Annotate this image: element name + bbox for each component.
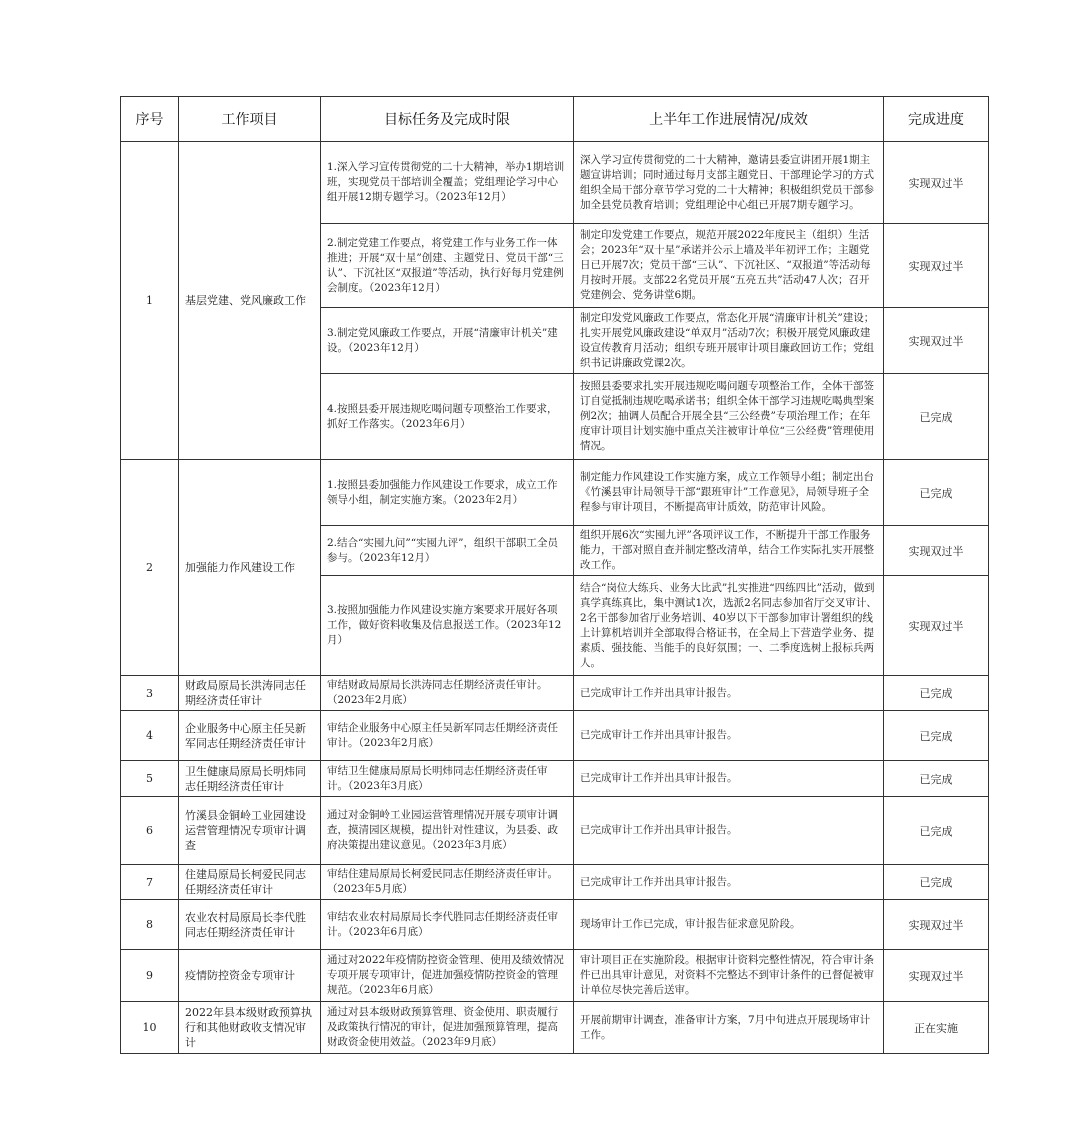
progress-cell: 已完成审计工作并出具审计报告。 bbox=[574, 676, 884, 711]
row-number: 5 bbox=[121, 761, 179, 797]
progress-cell: 已完成审计工作并出具审计报告。 bbox=[574, 711, 884, 761]
status-cell: 已完成 bbox=[884, 797, 989, 865]
status-cell: 实现双过半 bbox=[884, 308, 989, 374]
status-cell: 已完成 bbox=[884, 865, 989, 900]
target-cell: 通过对2022年疫情防控资金管理、使用及绩效情况专项开展专项审计，促进加强疫情防控资金的管理规范。（2023年6月底） bbox=[321, 950, 574, 1002]
row-number: 10 bbox=[121, 1002, 179, 1054]
work-item: 竹溪县金铜岭工业园建设运营管理情况专项审计调查 bbox=[179, 797, 321, 865]
status-cell: 实现双过半 bbox=[884, 142, 989, 224]
row-number: 1 bbox=[121, 142, 179, 460]
work-item: 农业农村局原局长李代胜同志任期经济责任审计 bbox=[179, 900, 321, 950]
work-item: 基层党建、党风廉政工作 bbox=[179, 142, 321, 460]
status-cell: 已完成 bbox=[884, 676, 989, 711]
status-cell: 实现双过半 bbox=[884, 950, 989, 1002]
target-cell: 通过对县本级财政预算管理、资金使用、职责履行及政策执行情况的审计，促进加强预算管理，提高财政资金使用效益。（2023年9月底） bbox=[321, 1002, 574, 1054]
progress-cell: 制定印发党建工作要点，规范开展2022年度民主（组织）生活会；2023年“双十星”承诺并公示上墙及半年初评工作；主题党日已开展7次；党员干部“三认”、下沉社区、“双报道”等活动每月按时开展。支部22名党员开展“五亮五共”活动47人次；召开党建例会、党务讲堂6期。 bbox=[574, 224, 884, 308]
work-item: 住建局原局长柯爱民同志任期经济责任审计 bbox=[179, 865, 321, 900]
work-item: 加强能力作风建设工作 bbox=[179, 460, 321, 676]
table-row bbox=[121, 950, 989, 1002]
target-cell: 1.按照县委加强能力作风建设工作要求，成立工作领导小组，制定实施方案。（2023年2月） bbox=[321, 460, 574, 526]
progress-cell: 开展前期审计调查，准备审计方案，7月中旬进点开展现场审计工作。 bbox=[574, 1002, 884, 1054]
target-cell: 2.结合“实囤九问”“实囤九评”，组织干部职工全员参与。（2023年12月） bbox=[321, 526, 574, 576]
progress-cell: 结合“岗位大练兵、业务大比武”扎实推进“四练四比”活动，做到真学真练真比，集中测试1次，选派2名同志参加省厅交叉审计、2名干部参加省厅业务培训、40岁以下干部参加审计署组织的线上计算机培训并全部取得合格证书，在全局上下营造学业务、提素质、强技能、当能手的良好氛围；一、二季度选树上报标兵两人。 bbox=[574, 576, 884, 676]
table-row bbox=[121, 142, 989, 224]
progress-cell: 制定能力作风建设工作实施方案，成立工作领导小组；制定出台《竹溪县审计局领导干部“跟班审计”工作意见》，局领导班子全程参与审计项目，不断提高审计质效，防范审计风险。 bbox=[574, 460, 884, 526]
row-number: 4 bbox=[121, 711, 179, 761]
target-cell: 3.制定党风廉政工作要点，开展“清廉审计机关”建设。（2023年12月） bbox=[321, 308, 574, 374]
target-cell: 审结企业服务中心原主任吴新军同志任期经济责任审计。（2023年2月底） bbox=[321, 711, 574, 761]
work-item: 财政局原局长洪涛同志任期经济责任审计 bbox=[179, 676, 321, 711]
progress-cell: 制定印发党风廉政工作要点，常态化开展“清廉审计机关”建设；扎实开展党风廉政建设“单双月”活动7次；积极开展党风廉政建设宣传教育月活动；组织专班开展审计项目廉政回访工作；党组织书记讲廉政党课2次。 bbox=[574, 308, 884, 374]
header-item: 工作项目 bbox=[179, 97, 321, 142]
target-cell: 审结财政局原局长洪涛同志任期经济责任审计。（2023年2月底） bbox=[321, 676, 574, 711]
target-cell: 4.按照县委开展违规吃喝问题专项整治工作要求，抓好工作落实。（2023年6月） bbox=[321, 374, 574, 460]
header-no: 序号 bbox=[121, 97, 179, 142]
table-header-row bbox=[121, 97, 989, 142]
header-target: 目标任务及完成时限 bbox=[321, 97, 574, 142]
status-cell: 已完成 bbox=[884, 711, 989, 761]
table-row bbox=[121, 761, 989, 797]
status-cell: 已完成 bbox=[884, 374, 989, 460]
progress-cell: 现场审计工作已完成，审计报告征求意见阶段。 bbox=[574, 900, 884, 950]
target-cell: 审结农业农村局原局长李代胜同志任期经济责任审计。（2023年6月底） bbox=[321, 900, 574, 950]
header-progress: 上半年工作进展情况/成效 bbox=[574, 97, 884, 142]
row-number: 8 bbox=[121, 900, 179, 950]
progress-cell: 已完成审计工作并出具审计报告。 bbox=[574, 761, 884, 797]
progress-cell: 已完成审计工作并出具审计报告。 bbox=[574, 797, 884, 865]
target-cell: 1.深入学习宣传贯彻党的二十大精神，举办1期培训班，实现党员干部培训全覆盖；党组理论学习中心组开展12期专题学习。（2023年12月） bbox=[321, 142, 574, 224]
status-cell: 已完成 bbox=[884, 761, 989, 797]
progress-cell: 按照县委要求扎实开展违规吃喝问题专项整治工作，全体干部签订自觉抵制违规吃喝承诺书；组织全体干部学习违规吃喝典型案例2次；抽调人员配合开展全县“三公经费”专项治理工作；在年度审计项目计划实施中重点关注被审计单位“三公经费”管理使用情况。 bbox=[574, 374, 884, 460]
row-number: 6 bbox=[121, 797, 179, 865]
row-number: 2 bbox=[121, 460, 179, 676]
status-cell: 正在实施 bbox=[884, 1002, 989, 1054]
progress-cell: 组织开展6次“实囤九评”各项评议工作，不断提升干部工作服务能力，干部对照自查并制定整改清单，结合工作实际扎实开展整改工作。 bbox=[574, 526, 884, 576]
status-cell: 实现双过半 bbox=[884, 224, 989, 308]
work-item: 卫生健康局原局长明炜同志任期经济责任审计 bbox=[179, 761, 321, 797]
table-row bbox=[121, 1002, 989, 1054]
row-number: 9 bbox=[121, 950, 179, 1002]
work-item: 疫情防控资金专项审计 bbox=[179, 950, 321, 1002]
row-number: 7 bbox=[121, 865, 179, 900]
progress-cell: 审计项目正在实施阶段。根据审计资料完整性情况，符合审计条件已出具审计意见，对资料不完整达不到审计条件的已督促被审计单位尽快完善后送审。 bbox=[574, 950, 884, 1002]
target-cell: 通过对金铜岭工业园运营管理情况开展专项审计调查，摸清园区规模，提出针对性建议，为县委、政府决策提出建议意见。（2023年3月底） bbox=[321, 797, 574, 865]
target-cell: 2.制定党建工作要点，将党建工作与业务工作一体推进；开展“双十星”创建、主题党日、党员干部“三认”、下沉社区“双报道”等活动，执行好每月党建例会制度。（2023年12月） bbox=[321, 224, 574, 308]
work-item: 2022年县本级财政预算执行和其他财政收支情况审计 bbox=[179, 1002, 321, 1054]
status-cell: 实现双过半 bbox=[884, 526, 989, 576]
table-row bbox=[121, 797, 989, 865]
progress-cell: 已完成审计工作并出具审计报告。 bbox=[574, 865, 884, 900]
header-status: 完成进度 bbox=[884, 97, 989, 142]
progress-cell: 深入学习宣传贯彻党的二十大精神，邀请县委宣讲团开展1期主题宣讲培训；同时通过每月支部主题党日、干部理论学习的方式组织全局干部分章节学习党的二十大精神；积极组织党员干部参加全县党员教育培训；党组理论中心组已开展7期专题学习。 bbox=[574, 142, 884, 224]
target-cell: 审结住建局原局长柯爱民同志任期经济责任审计。（2023年5月底） bbox=[321, 865, 574, 900]
table-row bbox=[121, 676, 989, 711]
target-cell: 审结卫生健康局原局长明炜同志任期经济责任审计。（2023年3月底） bbox=[321, 761, 574, 797]
work-item: 企业服务中心原主任吴新军同志任期经济责任审计 bbox=[179, 711, 321, 761]
table-row bbox=[121, 460, 989, 526]
row-number: 3 bbox=[121, 676, 179, 711]
status-cell: 实现双过半 bbox=[884, 900, 989, 950]
table-row bbox=[121, 711, 989, 761]
table-row bbox=[121, 900, 989, 950]
status-cell: 已完成 bbox=[884, 460, 989, 526]
table-row bbox=[121, 865, 989, 900]
target-cell: 3.按照加强能力作风建设实施方案要求开展好各项工作，做好资料收集及信息报送工作。（2023年12月） bbox=[321, 576, 574, 676]
work-progress-table bbox=[120, 96, 989, 1054]
status-cell: 实现双过半 bbox=[884, 576, 989, 676]
